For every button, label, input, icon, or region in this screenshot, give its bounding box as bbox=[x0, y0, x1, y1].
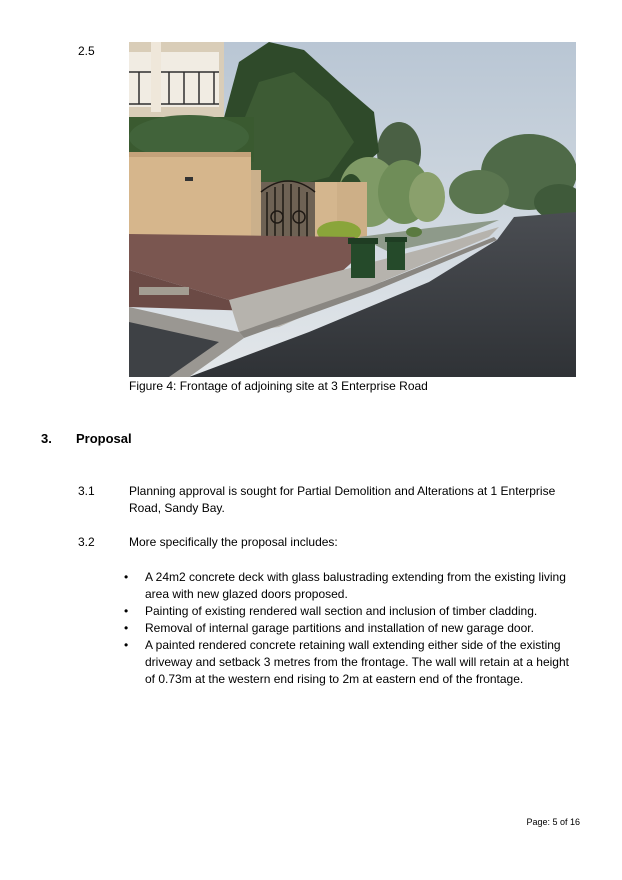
item-number-3-1: 3.1 bbox=[78, 484, 95, 498]
list-item-text: Removal of internal garage partitions and installation of new garage door. bbox=[145, 621, 534, 635]
frontage-photo bbox=[129, 42, 576, 377]
bullet-icon: • bbox=[124, 621, 129, 635]
list-item bbox=[124, 637, 579, 688]
proposal-bullet-list bbox=[124, 569, 579, 688]
frontage-photo-illustration bbox=[129, 42, 576, 377]
page-number: Page: 5 of 16 bbox=[526, 817, 580, 827]
item-text-3-1: Planning approval is sought for Partial Demolition and Alterations at 1 Enterprise Road, Sandy Bay. bbox=[129, 484, 556, 515]
list-item-text: A 24m2 concrete deck with glass balustrading extending from the existing living area with new glazed doors proposed. bbox=[145, 570, 566, 601]
figure-caption: Figure 4: Frontage of adjoining site at 3 Enterprise Road bbox=[129, 379, 428, 393]
item-number-3-2: 3.2 bbox=[78, 535, 95, 549]
bullet-icon: • bbox=[124, 604, 129, 618]
section-number: 3. bbox=[41, 431, 52, 446]
section-title: Proposal bbox=[76, 431, 132, 446]
item-text-3-2: More specifically the proposal includes: bbox=[129, 535, 338, 549]
list-item-text: Painting of existing rendered wall section and inclusion of timber cladding. bbox=[145, 604, 538, 618]
bullet-icon: • bbox=[124, 638, 129, 652]
list-item-text: A painted rendered concrete retaining wall extending either side of the existing driveway and setback 3 metres from the frontage. The wall will retain at a height of 0.73m at the western end rising to 2m at eastern end of the frontage. bbox=[145, 638, 569, 686]
item-number-2-5: 2.5 bbox=[78, 44, 95, 58]
bullet-icon: • bbox=[124, 570, 129, 584]
list-item bbox=[124, 603, 579, 620]
list-item bbox=[124, 569, 579, 603]
list-item bbox=[124, 620, 579, 637]
